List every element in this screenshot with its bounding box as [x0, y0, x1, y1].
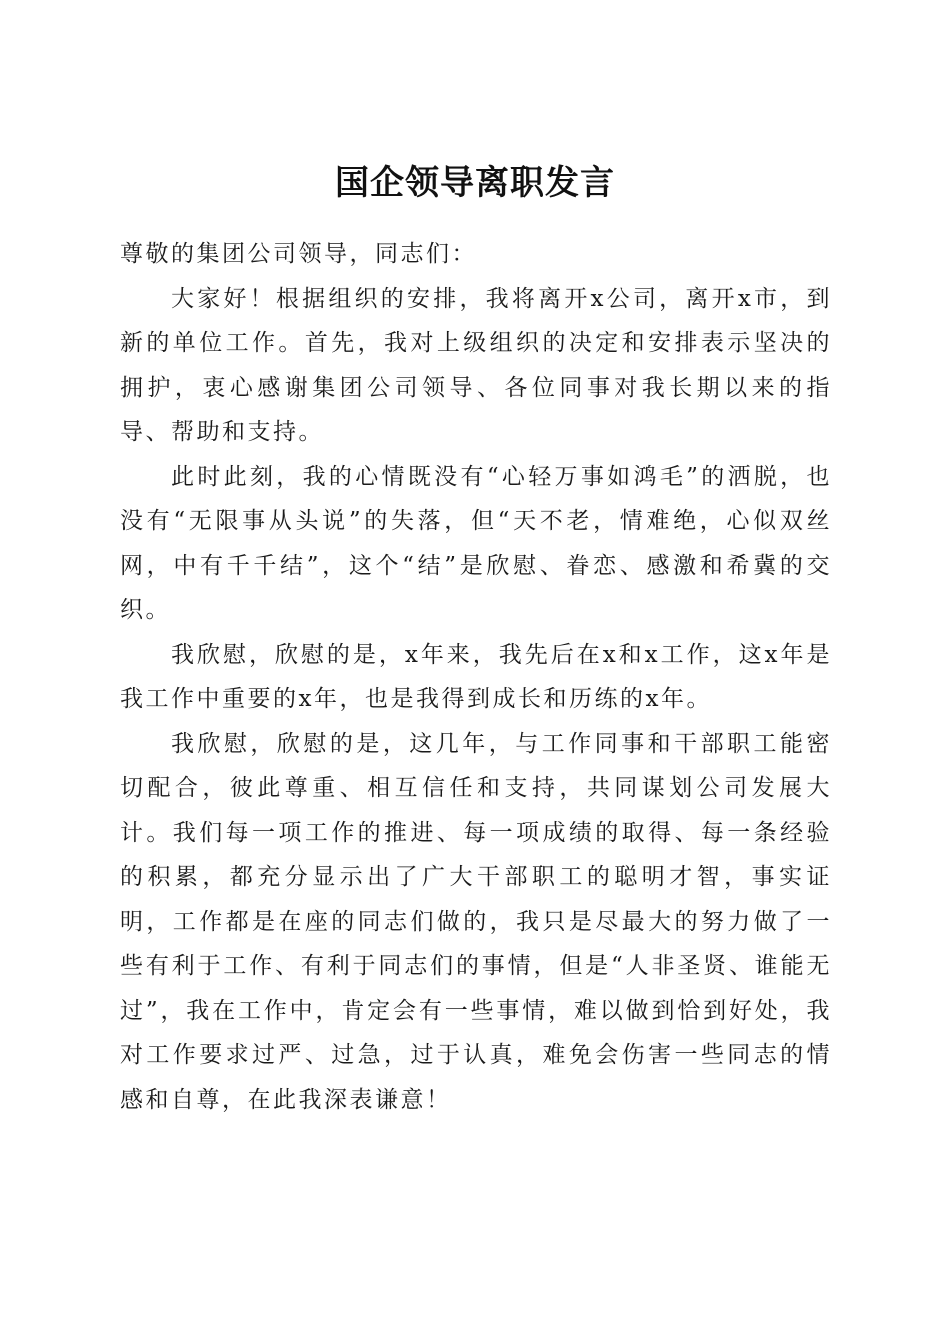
- paragraph-feelings: 此时此刻，我的心情既没有“心轻万事如鸿毛”的洒脱，也没有“无限事从头说”的失落，但“天不老，情难绝，心似双丝网，中有千千结”，这个“结”是欣慰、眷恋、感激和希冀的交织。: [120, 463, 832, 623]
- document-body: [120, 232, 832, 1122]
- paragraph-greeting: 大家好！根据组织的安排，我将离开x公司，离开x市，到新的单位工作。首先，我对上级组织的决定和安排表示坚决的拥护，衷心感谢集团公司领导、各位同事对我长期以来的指导、帮助和支持。: [120, 285, 832, 445]
- document-title: 国企领导离职发言: [335, 162, 615, 203]
- paragraph-gratified-colleagues: 我欣慰，欣慰的是，这几年，与工作同事和干部职工能密切配合，彼此尊重、相互信任和支持，共同谋划公司发展大计。我们每一项工作的推进、每一项成绩的取得、每一条经验的积累，都充分显示出了广大干部职工的聪明才智，事实证明，工作都是在座的同志们做的，我只是尽最大的努力做了一些有利于工作、有利于同志们的事情，但是“人非圣贤、谁能无过”，我在工作中，肯定会有一些事情，难以做到恰到好处，我对工作要求过严、过急，过于认真，难免会伤害一些同志的情感和自尊，在此我深表谦意！: [120, 730, 832, 1113]
- paragraph-gratified-years: 我欣慰，欣慰的是，x年来，我先后在x和x工作，这x年是我工作中重要的x年，也是我得到成长和历练的x年。: [120, 641, 832, 712]
- salutation: 尊敬的集团公司领导，同志们：: [120, 241, 477, 267]
